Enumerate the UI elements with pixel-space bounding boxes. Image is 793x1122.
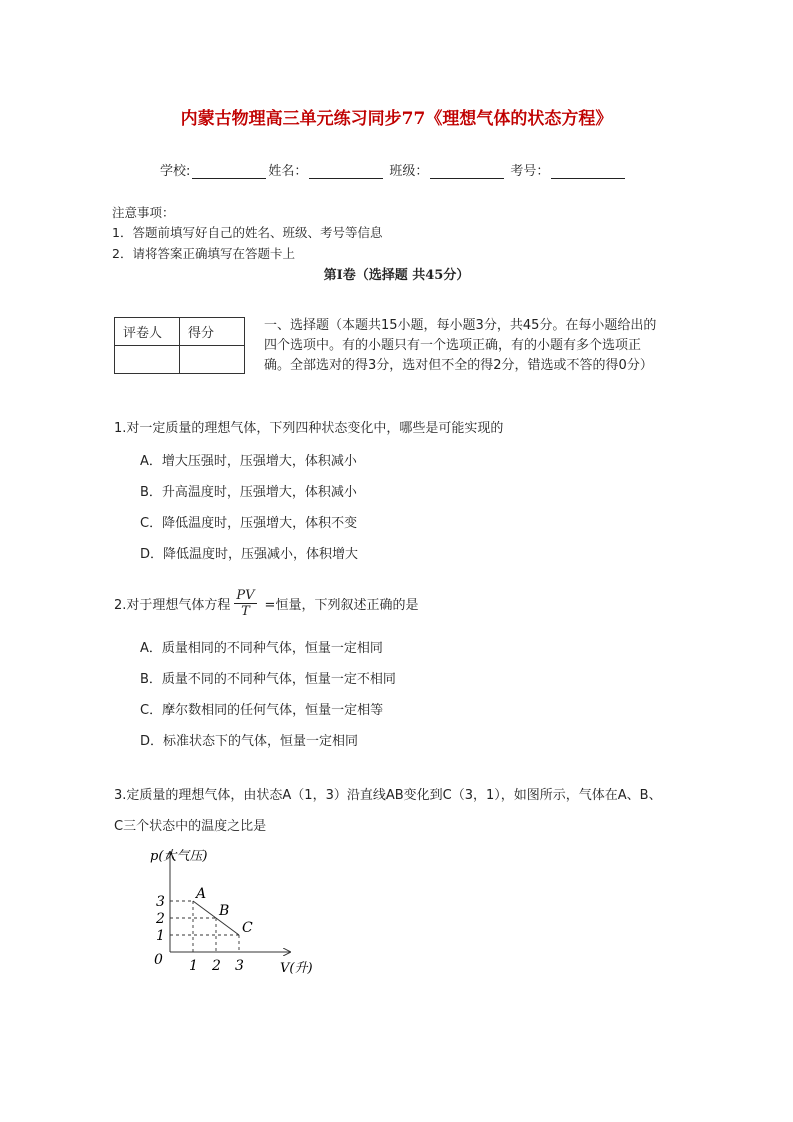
fraction-numerator: PV <box>236 588 255 603</box>
question-3-stem-line-2: C三个状态中的温度之比是 <box>114 819 267 834</box>
question-1-option-b: B．升高温度时，压强增大，体积减小 <box>140 485 357 500</box>
process-line-abc <box>193 901 239 935</box>
question-1-option-a: A．增大压强时，压强增大，体积减小 <box>140 454 357 469</box>
x-tick-1: 1 <box>189 958 198 974</box>
class-label: 班级： <box>389 164 429 179</box>
question-2-stem-suffix: =恒量，下列叙述正确的是 <box>264 598 419 613</box>
question-2-option-a: A．质量相同的不同种气体，恒量一定相同 <box>140 641 383 656</box>
question-2-option-d: D．标准状态下的气体，恒量一定相同 <box>140 734 359 749</box>
question-2-stem <box>114 588 418 619</box>
notice-item-2: 2．请将答案正确填写在答题卡上 <box>112 246 295 261</box>
question-2-stem-prefix: 2.对于理想气体方程 <box>114 598 231 613</box>
x-tick-3: 3 <box>235 958 244 974</box>
number-blank <box>551 164 625 179</box>
section-intro: 一、选择题（本题共15小题，每小题3分，共45分。在每小题给出的四个选项中。有的小题只有一个选项正确，有的小题有多个选项正确。全部选对的得3分，选对但不全的得2分，错选或不答的得0分） <box>264 318 657 373</box>
point-label-B: B <box>219 903 230 919</box>
y-tick-2: 2 <box>156 911 165 927</box>
score-table <box>114 317 245 374</box>
page-title: 内蒙古物理高三单元练习同步77《理想气体的状态方程》 <box>180 109 613 129</box>
point-label-A: A <box>196 886 207 902</box>
question-1-option-c: C．降低温度时，压强增大，体积不变 <box>140 516 358 531</box>
question-3-stem-line-1: 3.定质量的理想气体，由状态A（1，3）沿直线AB变化到C（3，1），如图所示，气体在A、B、 <box>114 788 662 803</box>
score-table-reviewer-cell <box>115 346 180 374</box>
student-info-line <box>160 160 627 179</box>
question-1-stem: 1.对一定质量的理想气体，下列四种状态变化中，哪些是可能实现的 <box>114 421 504 436</box>
score-table-score-header: 得分 <box>180 318 245 346</box>
notice-heading: 注意事项： <box>112 205 175 220</box>
origin-label: 0 <box>154 952 163 968</box>
name-blank <box>309 164 383 179</box>
notice-item-1: 1．答题前填写好自己的姓名、班级、考号等信息 <box>112 225 383 240</box>
y-tick-1: 1 <box>156 928 165 944</box>
y-tick-3: 3 <box>156 894 165 910</box>
pv-diagram <box>140 840 340 985</box>
class-blank <box>430 164 504 179</box>
pv-over-t-fraction <box>234 588 256 619</box>
y-axis-label: p(大气压) <box>150 849 208 864</box>
x-axis-label: V(升) <box>280 961 313 976</box>
point-label-C: C <box>242 920 253 936</box>
question-2-option-c: C．摩尔数相同的任何气体，恒量一定相等 <box>140 703 384 718</box>
school-label: 学校: <box>160 164 191 179</box>
question-2-option-b: B．质量不同的不同种气体，恒量一定不相同 <box>140 672 396 687</box>
x-tick-2: 2 <box>212 958 221 974</box>
fraction-denominator: T <box>241 604 250 619</box>
section-title: 第I卷（选择题 共45分） <box>323 268 470 283</box>
score-table-score-cell <box>180 346 245 374</box>
question-1-option-d: D．降低温度时，压强减小，体积增大 <box>140 547 359 562</box>
score-table-reviewer-header: 评卷人 <box>115 318 180 346</box>
school-blank <box>192 164 266 179</box>
name-label: 姓名： <box>268 164 308 179</box>
number-label: 考号： <box>510 164 550 179</box>
